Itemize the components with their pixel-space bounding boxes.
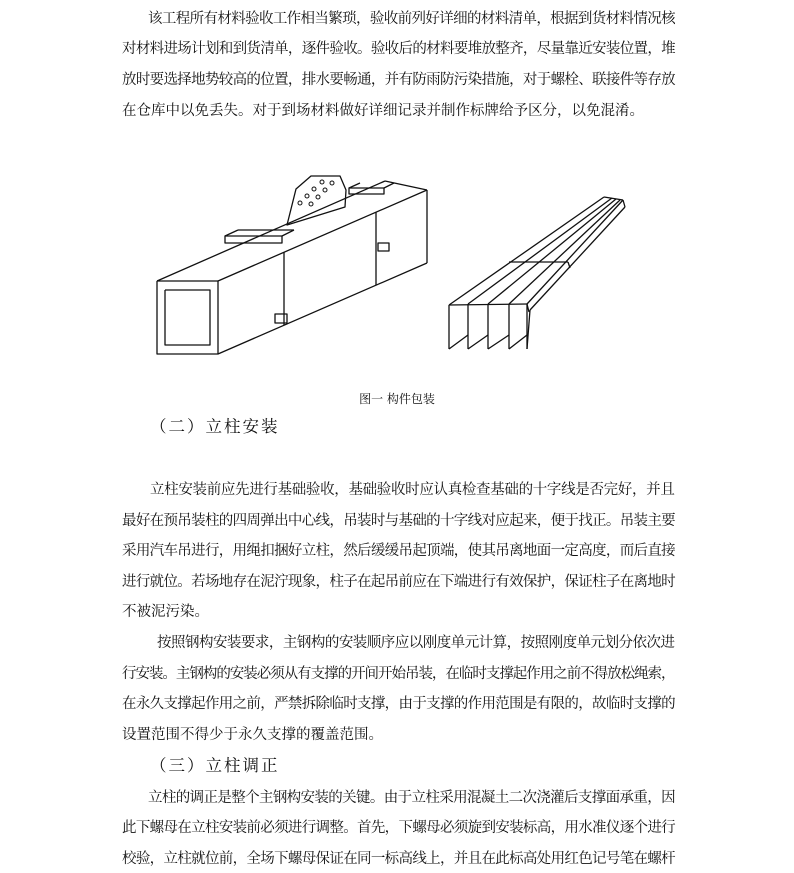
box-beam-drawing (157, 176, 427, 354)
paragraph-2-line-3: 采用汽车吊进行，用绳扣捆好立柱，然后缓缓吊起顶端，使其吊离地面一定高度，而后直接 (122, 543, 675, 559)
component-packaging-figure (0, 0, 794, 420)
paragraph-2-line-2: 最好在预吊装柱的四周弹出中心线，吊装时与基础的十字线对应起来，便于找正。吊装主要 (122, 513, 675, 529)
paragraph-2-line-5: 不被泥污染。 (122, 604, 209, 620)
h-beam-bundle-drawing (449, 197, 625, 349)
paragraph-1-line-3: 放时要选择地势较高的位置，排水要畅通，并有防雨防污染措施，对于螺栓、联接件等存放 (122, 72, 675, 88)
figure-caption: 图一 构件包装 (359, 392, 435, 406)
paragraph-1-line-4: 在仓库中以免丢失。对于到场材料做好详细记录并制作标牌给予区分，以免混淆。 (122, 103, 644, 119)
paragraph-4-line-2: 此下螺母在立柱安装前必须进行调整。首先，下螺母必须旋到安装标高，用水准仪逐个进行 (122, 820, 675, 836)
section-heading-column-installation: （二）立柱安装 (150, 417, 280, 436)
paragraph-3-line-3: 在永久支撑起作用之前，严禁拆除临时支撑，由于支撑的作用范围是有限的，故临时支撑的 (122, 696, 675, 712)
paragraph-3-line-2: 行安装。主钢构的安装必须从有支撑的开间开始吊装，在临时支撑起作用之前不得放松绳索， (122, 666, 675, 682)
paragraph-4-line-1: 立柱的调正是整个主钢构安装的关键。由于立柱采用混凝土二次浇灌后支撑面承重，因 (148, 790, 675, 806)
paragraph-2-line-4: 进行就位。若场地存在泥泞现象，柱子在起吊前应在下端进行有效保护，保证柱子在离地时 (122, 574, 675, 590)
paragraph-1-line-1: 该工程所有材料验收工作相当繁琐，验收前列好详细的材料清单，根据到货材料情况核 (148, 11, 675, 27)
paragraph-3-line-4: 设置范围不得少于永久支撑的覆盖范围。 (122, 727, 383, 743)
bolt-holes (298, 180, 334, 206)
section-heading-column-adjustment: （三）立柱调正 (150, 756, 280, 775)
paragraph-4-line-3: 校验，立柱就位前，全场下螺母保证在同一标高线上，并且在此标高处用红色记号笔在螺杆 (122, 851, 675, 867)
paragraph-3-line-1: 按照钢构安装要求，主钢构的安装顺序应以刚度单元计算，按照刚度单元划分依次进 (157, 635, 675, 651)
paragraph-2-line-1: 立柱安装前应先进行基础验收，基础验收时应认真检查基础的十字线是否完好，并且 (150, 482, 675, 498)
paragraph-1-line-2: 对材料进场计划和到货清单，逐件验收。验收后的材料要堆放整齐，尽量靠近安装位置，堆 (122, 41, 675, 57)
